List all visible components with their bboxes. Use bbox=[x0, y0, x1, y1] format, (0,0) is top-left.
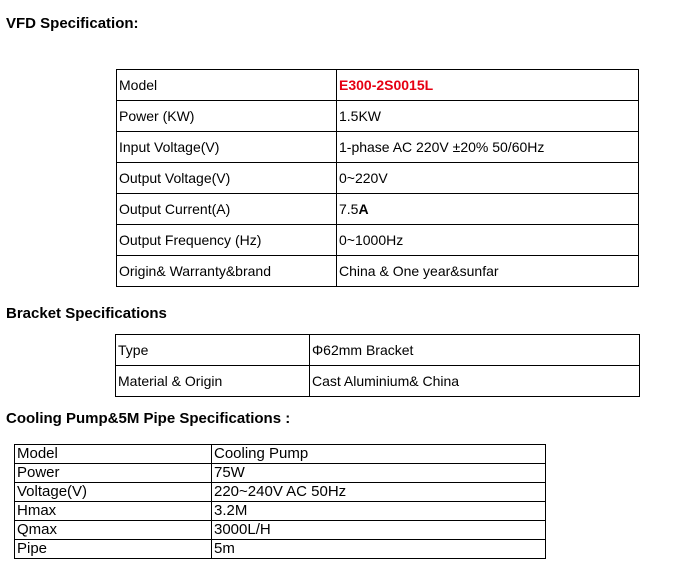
row-value: Cooling Pump bbox=[212, 445, 546, 464]
row-value: Cast Aluminium& China bbox=[310, 366, 640, 397]
row-value: 5m bbox=[212, 540, 546, 559]
vfd-spec-table bbox=[116, 69, 639, 287]
row-label: Material & Origin bbox=[116, 366, 310, 397]
table-row bbox=[15, 540, 546, 559]
model-value: E300-2S0015L bbox=[337, 70, 639, 101]
row-value: 0~1000Hz bbox=[337, 225, 639, 256]
row-label: Power (KW) bbox=[117, 101, 337, 132]
table-row bbox=[15, 483, 546, 502]
bracket-heading: Bracket Specifications bbox=[6, 305, 167, 322]
row-value: Φ62mm Bracket bbox=[310, 335, 640, 366]
table-row bbox=[116, 335, 640, 366]
row-label: Output Frequency (Hz) bbox=[117, 225, 337, 256]
row-label: Qmax bbox=[15, 521, 212, 540]
row-value: 3000L/H bbox=[212, 521, 546, 540]
table-row bbox=[117, 256, 639, 287]
table-row bbox=[117, 70, 639, 101]
row-value: 1.5KW bbox=[337, 101, 639, 132]
table-row bbox=[15, 445, 546, 464]
table-row bbox=[117, 225, 639, 256]
row-value: 0~220V bbox=[337, 163, 639, 194]
row-label: Output Voltage(V) bbox=[117, 163, 337, 194]
row-label: Origin& Warranty&brand bbox=[117, 256, 337, 287]
row-label: Model bbox=[15, 445, 212, 464]
row-label: Pipe bbox=[15, 540, 212, 559]
table-row bbox=[116, 366, 640, 397]
row-value: 75W bbox=[212, 464, 546, 483]
pump-heading: Cooling Pump&5M Pipe Specifications : bbox=[6, 410, 291, 427]
current-unit: A bbox=[358, 201, 369, 217]
row-label: Model bbox=[117, 70, 337, 101]
table-row bbox=[15, 502, 546, 521]
vfd-heading: VFD Specification: bbox=[6, 15, 139, 32]
row-label: Voltage(V) bbox=[15, 483, 212, 502]
bracket-spec-table bbox=[115, 334, 640, 397]
pump-spec-table bbox=[14, 444, 546, 559]
table-row bbox=[117, 132, 639, 163]
row-value: 3.2M bbox=[212, 502, 546, 521]
table-row bbox=[117, 163, 639, 194]
row-label: Power bbox=[15, 464, 212, 483]
row-value: China & One year&sunfar bbox=[337, 256, 639, 287]
row-value: 1-phase AC 220V ±20% 50/60Hz bbox=[337, 132, 639, 163]
row-value bbox=[337, 194, 639, 225]
table-row bbox=[15, 521, 546, 540]
current-number: 7.5 bbox=[339, 201, 359, 217]
row-value: 220~240V AC 50Hz bbox=[212, 483, 546, 502]
table-row bbox=[15, 464, 546, 483]
row-label: Type bbox=[116, 335, 310, 366]
row-label: Hmax bbox=[15, 502, 212, 521]
row-label: Input Voltage(V) bbox=[117, 132, 337, 163]
row-label: Output Current(A) bbox=[117, 194, 337, 225]
table-row bbox=[117, 194, 639, 225]
table-row bbox=[117, 101, 639, 132]
